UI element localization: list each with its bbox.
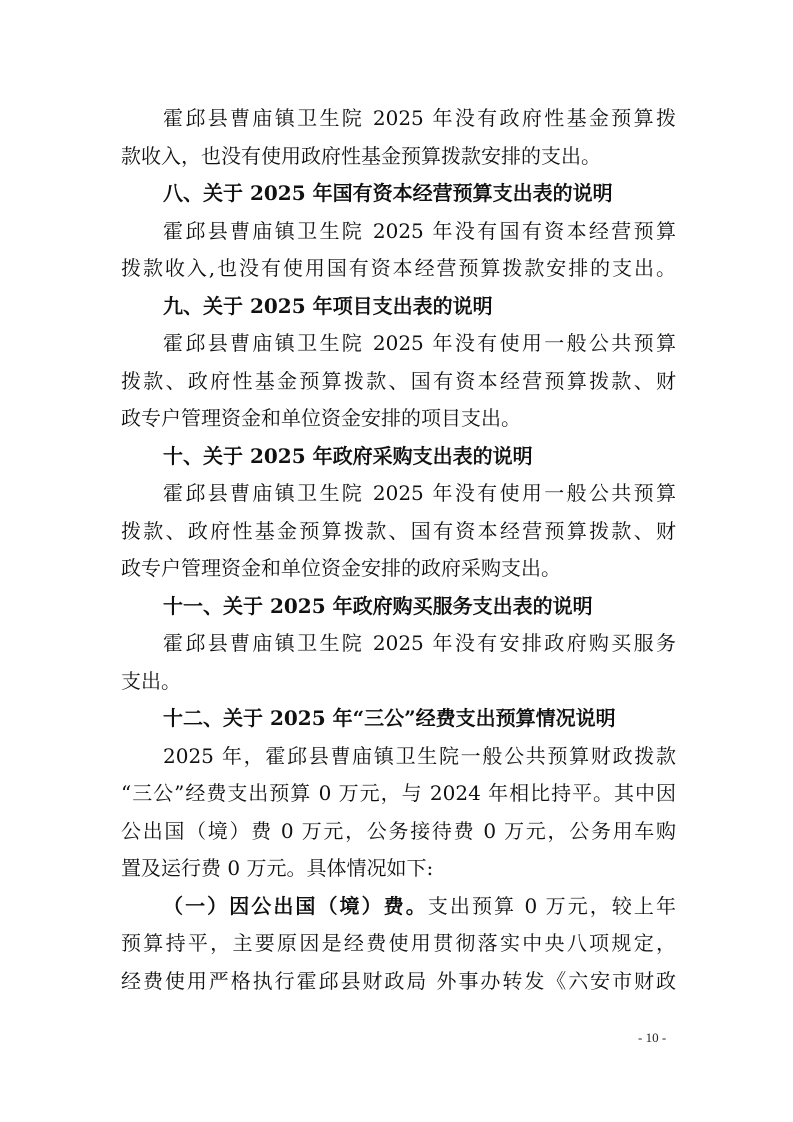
- paragraph-line: 2025 年，霍邱县曹庙镇卫生院一般公共预算财政拨款: [163, 743, 676, 768]
- paragraph-line: “三公”经费支出预算 0 万元，与 2024 年相比持平。其中因: [121, 781, 676, 805]
- paragraph-line: 预算持平，主要原因是经费使用贯彻落实中央八项规定，: [121, 931, 676, 955]
- paragraph-line: 拨款、政府性基金预算拨款、国有资本经营预算拨款、财: [121, 518, 676, 543]
- paragraph-line: 政专户管理资金和单位资金安排的政府采购支出。: [121, 556, 561, 580]
- paragraph-line: [121, 888, 676, 926]
- paragraph-line: 拨款、政府性基金预算拨款、国有资本经营预算拨款、财: [121, 368, 676, 393]
- section-heading-9: 九、关于 2025 年项目支出表的说明: [163, 293, 493, 318]
- paragraph-line: 置及运行费 0 万元。具体情况如下:: [121, 856, 434, 880]
- paragraph-line: 霍邱县曹庙镇卫生院 2025 年没有安排政府购买服务: [163, 631, 676, 655]
- section-heading-8: 八、关于 2025 年国有资本经营预算支出表的说明: [163, 181, 613, 205]
- paragraph-line: 霍邱县曹庙镇卫生院 2025 年没有政府性基金预算拨: [163, 106, 676, 130]
- paragraph-line: 款收入，也没有使用政府性基金预算拨款安排的支出。: [121, 143, 601, 168]
- subsection-heading: （一）因公出国（境）费。: [163, 893, 428, 918]
- paragraph-text: 支出预算 0 万元，较上年: [427, 893, 676, 918]
- paragraph-line: 公出国（境）费 0 万元，公务接待费 0 万元，公务用车购: [121, 818, 676, 843]
- paragraph-line: 霍邱县曹庙镇卫生院 2025 年没有国有资本经营预算: [163, 218, 676, 243]
- page-number: - 10 -: [638, 1030, 667, 1045]
- paragraph-line: 霍邱县曹庙镇卫生院 2025 年没有使用一般公共预算: [163, 481, 676, 505]
- section-heading-10: 十、关于 2025 年政府采购支出表的说明: [163, 443, 533, 468]
- document-body: [121, 100, 676, 1000]
- paragraph-line: 拨款收入,也没有使用国有资本经营预算拨款安排的支出。: [121, 256, 676, 280]
- paragraph-line: 支出。: [121, 668, 181, 693]
- paragraph-line: 霍邱县曹庙镇卫生院 2025 年没有使用一般公共预算: [163, 331, 676, 355]
- paragraph-line: 政专户管理资金和单位资金安排的项目支出。: [121, 406, 521, 430]
- section-heading-12: 十二、关于 2025 年“三公”经费支出预算情况说明: [163, 706, 616, 730]
- section-heading-11: 十一、关于 2025 年政府购买服务支出表的说明: [163, 593, 593, 618]
- paragraph-line: 经费使用严格执行霍邱县财政局 外事办转发《六安市财政: [121, 968, 676, 993]
